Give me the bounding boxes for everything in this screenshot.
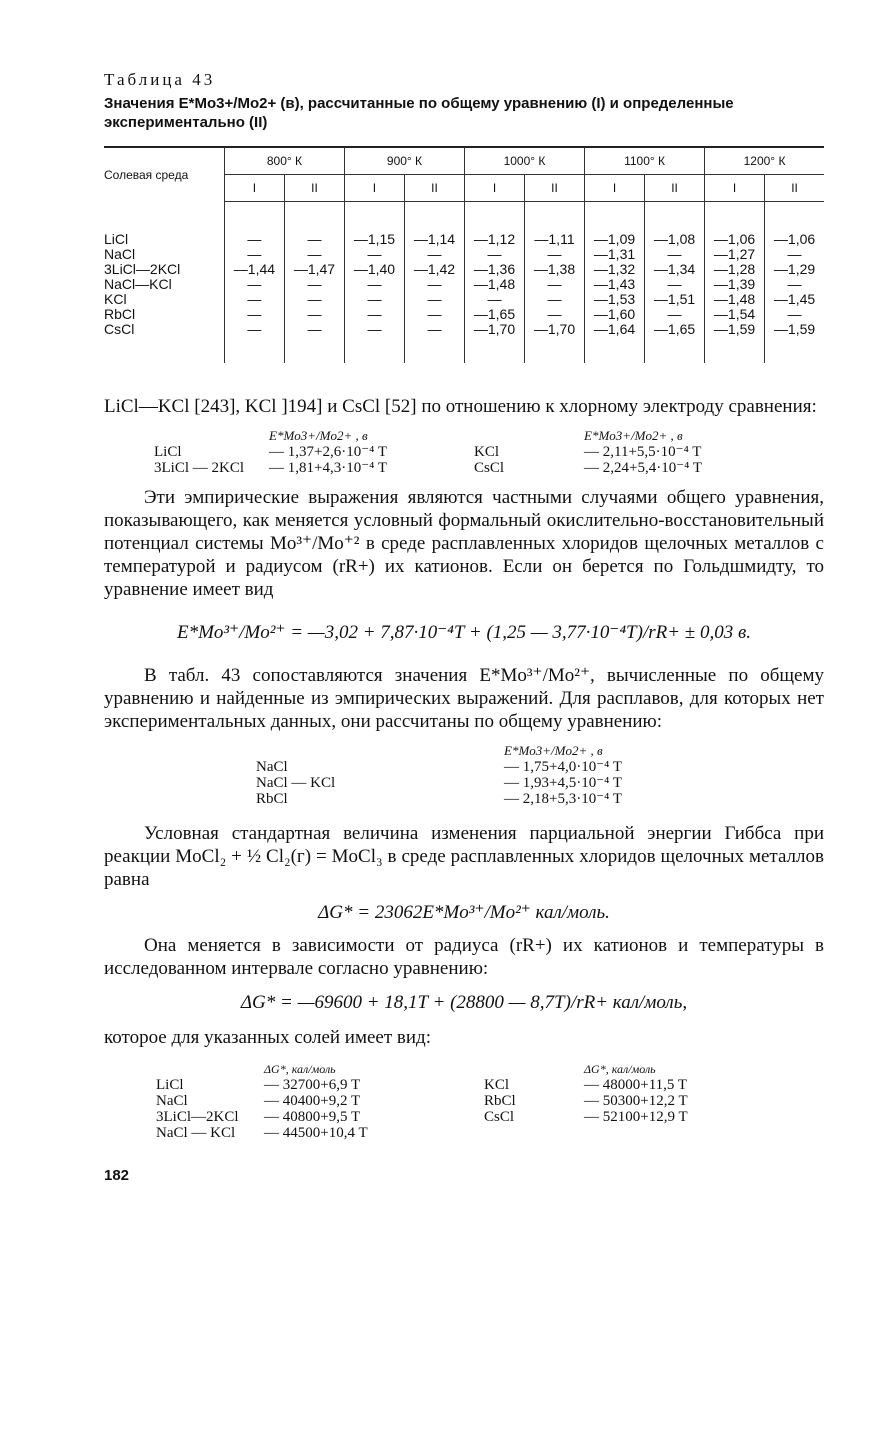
- value-cell: —1,59: [765, 322, 824, 337]
- gibbs-expression: — 32700+6,9 T: [264, 1077, 361, 1093]
- value-cell: —1,42: [404, 262, 464, 277]
- salt-cell: KCl: [104, 291, 127, 307]
- value-cell: —1,06: [705, 232, 765, 247]
- value-cell: —1,65: [464, 307, 524, 322]
- value-cell: —: [765, 247, 824, 262]
- table-row: [104, 277, 824, 292]
- salt-label: KCl: [474, 444, 500, 460]
- salt-label: LiCl: [154, 444, 182, 460]
- value-cell: —: [525, 307, 585, 322]
- value-cell: —1,48: [705, 292, 765, 307]
- value-cell: —: [645, 307, 705, 322]
- paragraph-4: Условная стандартная величина изменения парциальной энергии Гиббса при реакции MoCl₂ + ½ Cl₂(г) = MoCl₃ в среде расплавленных хлоридов щелочных металлов равна: [104, 823, 824, 890]
- value-cell: —1,09: [585, 232, 645, 247]
- table-row: [104, 262, 824, 277]
- subcol-i: I: [344, 175, 404, 202]
- value-cell: —1,44: [224, 262, 284, 277]
- value-cell: —: [525, 277, 585, 292]
- empirical-expression: — 2,11+5,5·10⁻⁴ T: [584, 444, 702, 460]
- salt-label: CsCl: [474, 460, 505, 476]
- value-cell: —: [765, 307, 824, 322]
- value-cell: —: [284, 307, 344, 322]
- salt-label: LiCl: [156, 1077, 184, 1093]
- gibbs-general-equation: ΔG* = —69600 + 18,1T + (28800 — 8,7T)/rR+ кал/моль,: [240, 992, 688, 1013]
- salt-label: NaCl — KCl: [156, 1125, 236, 1141]
- value-cell: —: [224, 292, 284, 307]
- salt-label: NaCl — KCl: [256, 775, 336, 791]
- temp-800: 800° К: [224, 147, 344, 175]
- gibbs-expression: — 40800+9,5 T: [264, 1109, 361, 1125]
- value-cell: —1,53: [585, 292, 645, 307]
- salt-cell: CsCl: [104, 321, 135, 337]
- value-cell: —: [525, 247, 585, 262]
- value-cell: —: [224, 322, 284, 337]
- value-cell: —: [404, 322, 464, 337]
- value-cell: —1,70: [464, 322, 524, 337]
- salt-label: KCl: [484, 1077, 510, 1093]
- salt-cell: 3LiCl—2KCl: [104, 261, 181, 277]
- eq-header: E*Mo3+/Mo2+ , в: [269, 428, 368, 443]
- value-cell: —1,60: [585, 307, 645, 322]
- value-cell: —: [404, 247, 464, 262]
- value-cell: —: [765, 277, 824, 292]
- value-cell: —1,11: [525, 232, 585, 247]
- value-cell: —: [284, 247, 344, 262]
- table-row: [104, 307, 824, 322]
- salt-cell: LiCl: [104, 231, 129, 247]
- value-cell: —1,64: [585, 322, 645, 337]
- value-cell: —: [344, 307, 404, 322]
- value-cell: —1,38: [525, 262, 585, 277]
- paragraph-2: Эти эмпирические выражения являются частными случаями общего уравнения, показывающего, как меняется условный формальный окислительно-восстановительный потенциал системы Mo³⁺/Mo⁺² в среде расплавленных хлоридов щелочных металлов с температурой и радиусом (rR+) их катионов. Если он берется по Гольдшмидту, то уравнение имеет вид: [104, 487, 824, 600]
- subcol-i: I: [224, 175, 284, 202]
- value-cell: —1,28: [705, 262, 765, 277]
- empirical-expression: — 1,37+2,6·10⁻⁴ T: [269, 444, 387, 460]
- value-cell: —: [464, 247, 524, 262]
- gibbs-expression: — 48000+11,5 T: [584, 1077, 688, 1093]
- medium-header: Солевая среда: [104, 147, 224, 202]
- value-cell: —1,27: [705, 247, 765, 262]
- value-cell: —: [284, 277, 344, 292]
- salt-label: 3LiCl — 2KCl: [154, 460, 245, 476]
- value-cell: —1,36: [464, 262, 524, 277]
- value-cell: —1,65: [645, 322, 705, 337]
- value-cell: —1,14: [404, 232, 464, 247]
- value-cell: —: [224, 277, 284, 292]
- value-cell: —: [525, 292, 585, 307]
- page: [104, 70, 824, 1184]
- value-cell: —1,59: [705, 322, 765, 337]
- subcol-ii: II: [525, 175, 585, 202]
- empirical-expression: — 2,24+5,4·10⁻⁴ T: [584, 460, 702, 476]
- salt-label: RbCl: [484, 1093, 516, 1109]
- value-cell: —1,29: [765, 262, 824, 277]
- table-row: [104, 292, 824, 307]
- table-label: Таблица 43: [104, 70, 216, 89]
- subcol-ii: II: [284, 175, 344, 202]
- table-row: [104, 247, 824, 262]
- table-body: [104, 202, 824, 364]
- value-cell: —1,47: [284, 262, 344, 277]
- value-cell: —1,54: [705, 307, 765, 322]
- gibbs-expression: — 44500+10,4 T: [264, 1125, 368, 1141]
- salt-cell: RbCl: [104, 306, 136, 322]
- salt-label: NaCl: [256, 759, 288, 775]
- salt-label: RbCl: [256, 791, 288, 807]
- value-cell: —1,43: [585, 277, 645, 292]
- gibbs-column-header: ΔG*, кал/моль: [584, 1062, 656, 1076]
- value-cell: —1,08: [645, 232, 705, 247]
- value-cell: —: [344, 277, 404, 292]
- subcol-ii: II: [404, 175, 464, 202]
- value-cell: —1,51: [645, 292, 705, 307]
- value-cell: —1,12: [464, 232, 524, 247]
- value-cell: —: [404, 277, 464, 292]
- empirical-expression: — 1,81+4,3·10⁻⁴ T: [269, 460, 387, 476]
- gibbs-expression: — 40400+9,2 T: [264, 1093, 361, 1109]
- gibbs-expression: — 52100+12,9 T: [584, 1109, 688, 1125]
- gibbs-equation: ΔG* = 23062E*Mo³⁺/Mo²⁺ кал/моль.: [318, 902, 610, 923]
- salt-cell: NaCl: [104, 246, 136, 262]
- value-cell: —: [344, 247, 404, 262]
- paragraph-5: Она меняется в зависимости от радиуса (rR+) их катионов и температуры в исследованном интервале согласно уравнению:: [104, 935, 824, 979]
- temp-900: 900° К: [344, 147, 464, 175]
- gibbs-column-header: ΔG*, кал/моль: [264, 1062, 336, 1076]
- value-cell: —1,39: [705, 277, 765, 292]
- paragraph-6: которое для указанных солей имеет вид:: [104, 1027, 431, 1048]
- empirical-expression: — 2,18+5,3·10⁻⁴ T: [504, 791, 622, 807]
- value-cell: —: [224, 232, 284, 247]
- eq-header: E*Mo3+/Mo2+ , в: [584, 428, 683, 443]
- salt-label: CsCl: [484, 1109, 515, 1125]
- value-cell: —1,31: [585, 247, 645, 262]
- paragraph-1: LiCl—KCl [243], KCl ]194] и CsCl [52] по отношению к хлорному электроду сравнения:: [104, 396, 817, 417]
- empirical-expression: — 1,93+4,5·10⁻⁴ T: [504, 775, 622, 791]
- salt-label: NaCl: [156, 1093, 188, 1109]
- subcol-ii: II: [645, 175, 705, 202]
- salt-cell: NaCl—KCl: [104, 276, 172, 292]
- table-row: [104, 322, 824, 337]
- empirical-expression: — 1,75+4,0·10⁻⁴ T: [504, 759, 622, 775]
- value-cell: —: [645, 247, 705, 262]
- value-cell: —: [404, 292, 464, 307]
- temp-1100: 1100° К: [585, 147, 705, 175]
- eq-header: E*Mo3+/Mo2+ , в: [504, 743, 603, 758]
- subcol-i: I: [464, 175, 524, 202]
- temp-1200: 1200° К: [705, 147, 824, 175]
- table-title: Значения E*Mo3+/Mo2+ (в), рассчитанные по общему уравнению (I) и определенные экспериментально (II): [104, 95, 734, 131]
- temp-1000: 1000° К: [464, 147, 584, 175]
- value-cell: —1,15: [344, 232, 404, 247]
- value-cell: —: [404, 307, 464, 322]
- paragraph-3: В табл. 43 сопоставляются значения E*Mo³⁺/Mo²⁺, вычисленные по общему уравнению и найденные из эмпирических выражений. Для расплавов, для которых нет экспериментальных данных, они рассчитаны по общему уравнению:: [104, 665, 824, 732]
- value-cell: —: [344, 292, 404, 307]
- value-cell: —: [224, 307, 284, 322]
- value-cell: —1,40: [344, 262, 404, 277]
- value-cell: —: [464, 292, 524, 307]
- page-number: 182: [104, 1167, 130, 1184]
- salt-label: 3LiCl—2KCl: [156, 1109, 239, 1125]
- general-equation: E*Mo³⁺/Mo²⁺ = —3,02 + 7,87·10⁻⁴T + (1,25 — 3,77·10⁻⁴T)/rR+ ± 0,03 в.: [177, 622, 751, 643]
- value-cell: —1,34: [645, 262, 705, 277]
- value-cell: —: [645, 277, 705, 292]
- subcol-ii: II: [765, 175, 824, 202]
- value-cell: —: [284, 322, 344, 337]
- value-cell: —1,70: [525, 322, 585, 337]
- gibbs-expression: — 50300+12,2 T: [584, 1093, 688, 1109]
- value-cell: —1,32: [585, 262, 645, 277]
- results-table: [104, 146, 824, 363]
- value-cell: —1,06: [765, 232, 824, 247]
- value-cell: —1,45: [765, 292, 824, 307]
- value-cell: —: [344, 322, 404, 337]
- subcol-i: I: [585, 175, 645, 202]
- value-cell: —: [284, 292, 344, 307]
- value-cell: —: [224, 247, 284, 262]
- value-cell: —1,48: [464, 277, 524, 292]
- table-row: [104, 232, 824, 247]
- value-cell: —: [284, 232, 344, 247]
- subcol-i: I: [705, 175, 765, 202]
